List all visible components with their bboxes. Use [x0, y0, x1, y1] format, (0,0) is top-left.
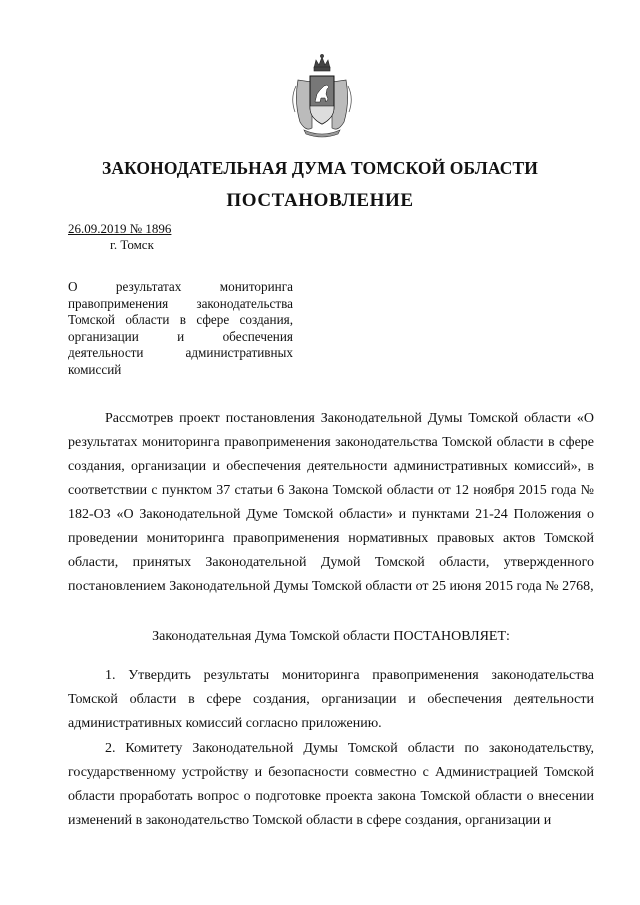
document-date-number: 26.09.2019 № 1896: [68, 221, 172, 236]
resolution-item-1: 1. Утвердить результаты мониторинга правоприменения законодательства Томской области в сфере создания, организации и обеспечения деятельности административных комиссий согласно приложению.: [68, 668, 594, 731]
coat-of-arms-icon: [290, 52, 354, 140]
document-type: ПОСТАНОВЛЕНИЕ: [226, 190, 414, 211]
resolution-item-2: 2. Комитету Законодательной Думы Томской области по законодательству, государственному устройству и безопасности совместно с Администрацией Томской области проработать вопрос о подготовке проекта закона Томской области о внесении изменений в законодательство Томской области в сфере создания, организации и: [68, 741, 594, 828]
document-city: г. Томск: [110, 237, 154, 252]
document-subject: О результатах мониторинга правоприменения законодательства Томской области в сфере создания, организации и обеспечения деятельности административных комиссий: [68, 279, 293, 377]
resolve-line: Законодательная Дума Томской области ПОСТАНОВЛЯЕТ:: [152, 629, 510, 644]
preamble-paragraph: Рассмотрев проект постановления Законодательной Думы Томской области «О результатах мониторинга правоприменения законодательства Томской области в сфере создания, организации и обеспечения деятельности административных комиссий», в соответствии с пунктом 37 статьи 6 Закона Томской области от 12 ноября 2015 года № 182-ОЗ «О Законодательной Думе Томской области» и пунктами 21-24 Положения о проведении мониторинга правоприменения нормативных правовых актов Томской области, принятых Законодательной Думой Томской области, утвержденного постановлением Законодательной Думы Томской области от 25 июня 2015 года № 2768,: [68, 411, 594, 594]
org-title: ЗАКОНОДАТЕЛЬНАЯ ДУМА ТОМСКОЙ ОБЛАСТИ: [102, 158, 538, 178]
